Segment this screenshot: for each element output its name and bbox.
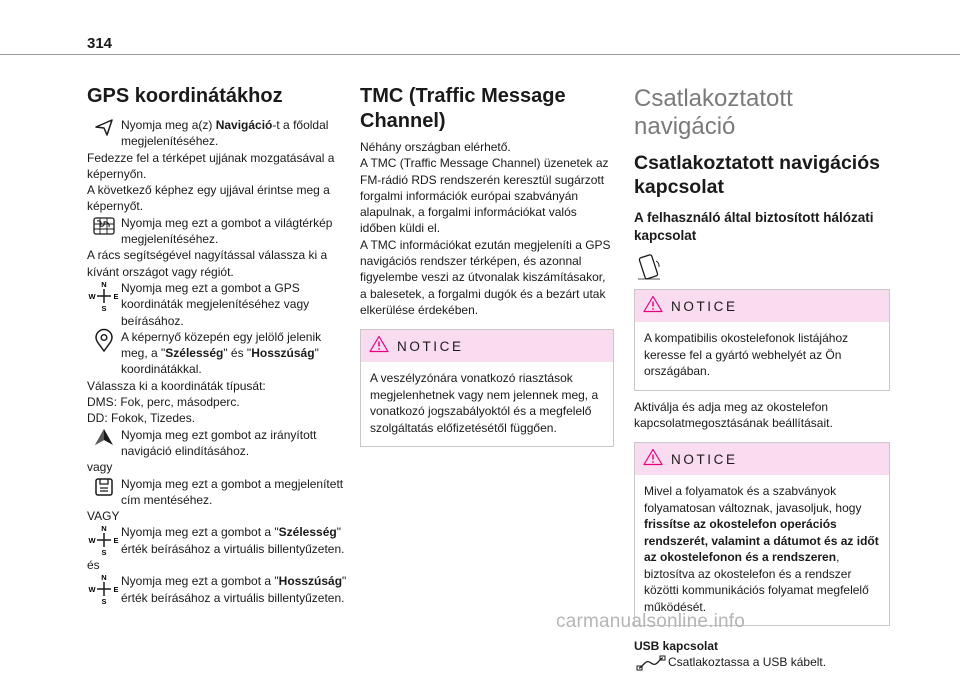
user-network-subheading: A felhasználó által biztosított hálózati kapcsolat (634, 210, 874, 243)
notice-title: NOTICE (397, 338, 464, 354)
coordinate-type-label: Válassza ki a koordináták típusát: (87, 378, 266, 393)
longitude-row (87, 573, 349, 606)
guidance-text: Nyomja meg ezt gombot az irányított navigáció elindításához. (121, 427, 317, 458)
compass-s-label: S (101, 303, 107, 313)
notice-header (635, 443, 889, 475)
guidance-arrow-icon (87, 427, 121, 459)
compass-n-label: N (101, 573, 107, 583)
compass-w-label: W (88, 536, 96, 546)
usb-text: Csatlakoztassa a USB kábelt. (668, 655, 827, 670)
guidance-row (87, 427, 349, 460)
compass-gps-icon (87, 280, 121, 312)
tmc-heading: TMC (Traffic Message Channel) (360, 85, 566, 132)
or-text-2: VAGY (87, 509, 120, 524)
notice-body: Mivel a folyamatok és a szabványok folyamatosan változnak, javasoljuk, hogy frissítse az okostelefon operációs rendszerét, valamint a dátumot és az időt az okostelefonon és a rendszeren, biztosítva az okostelefon és a rendszer közötti kommunikációs folyamat megfelelő működését. (644, 484, 879, 614)
tmc-notice-box (360, 329, 614, 447)
compass-n-label: N (101, 524, 107, 534)
tmc-description-text: A TMC (Traffic Message Channel) üzenetek az FM-rádió RDS rendszerén keresztül sugárzott forgalmi információk európai szabványán alapulnak, a forgalmi információkat valós időben küldi el. (360, 156, 609, 236)
compass-e-label: E (113, 536, 119, 546)
notice-title: NOTICE (671, 451, 738, 467)
smartphone-icon (634, 253, 890, 283)
update-os-notice (634, 442, 890, 626)
compass-s-label: S (101, 548, 107, 558)
page-number: 314 (87, 35, 113, 52)
longitude-text: Nyomja meg ezt a gombot a "Hosszúság" érték beírásához a virtuális billentyűzeten. (121, 574, 347, 605)
warning-triangle-icon (369, 335, 389, 358)
activate-sharing-text: Aktiválja és adja meg az okostelefon kapcsolatmegosztásának beállításait. (634, 399, 833, 430)
compatible-phones-notice (634, 289, 890, 391)
or-text-1: vagy (87, 460, 113, 475)
explore-map-text: Fedezze fel a térképet ujjának mozgatásával a képernyőn. (87, 150, 335, 181)
grid-zoom-text: A rács segítségével nagyítással válassza ki a kívánt országot vagy régiót. (87, 248, 328, 279)
and-text: és (87, 558, 100, 573)
usb-label: USB kapcsolat (634, 639, 719, 654)
notice-body: A kompatibilis okostelefonok listájához keresse fel a gyártó webhelyét az Ön országában. (644, 331, 849, 378)
compass-w-label: W (88, 291, 96, 301)
watermark: carmanualsonline.info (556, 611, 746, 632)
compass-e-label: E (113, 291, 119, 301)
location-pin-icon (87, 329, 121, 361)
notice-header (361, 330, 613, 362)
dd-text: DD: Fokok, Tizedes. (87, 411, 196, 426)
column-gps-coordinates (87, 82, 349, 606)
usb-row (634, 654, 890, 676)
navigation-text: Nyomja meg a(z) Navigáció-t a főoldal megjelenítéséhez. (121, 118, 329, 149)
tmc-usage-text: A TMC információkat ezután megjeleníti a GPS navigációs rendszer térképen, és azonnal figyelembe veszi az útvonalak kiszámításakor, a balesetek, a forgalmi dugók és a bezárt utak elkerülése érdekében. (360, 237, 611, 317)
marker-row (87, 329, 349, 378)
latitude-text: Nyomja meg ezt a gombot a "Szélesség" érték beírásához a virtuális billentyűzeten. (121, 525, 345, 556)
latitude-row (87, 524, 349, 557)
notice-header (635, 290, 889, 322)
save-row (87, 476, 349, 509)
world-map-icon (87, 215, 121, 247)
section-title: Csatlakoztatott navigáció (634, 85, 793, 140)
compass-e-label: E (113, 585, 119, 595)
next-image-text: A következő képhez egy ujjával érintse meg a képernyőt. (87, 183, 330, 214)
save-text: Nyomja meg ezt a gombot a megjelenített cím mentéséhez. (121, 476, 344, 507)
compass-s-label: S (101, 597, 107, 607)
navigation-row (87, 117, 349, 150)
dms-text: DMS: Fok, perc, másodperc. (87, 395, 240, 410)
gps-heading: GPS koordinátákhoz (87, 85, 283, 107)
compass-w-label: W (88, 585, 96, 595)
marker-text: A képernyő közepén egy jelölő jelenik meg, a "Szélesség" és "Hosszúság" koordinátákkal. (121, 329, 322, 377)
world-map-row (87, 215, 349, 248)
notice-body: A veszélyzónára vonatkozó riasztások megjelenhetnek vagy nem jelennek meg, a vonatkozó jogszabályoktól és a megfelelő szolgáltatás előfizetésétől függően. (370, 371, 599, 435)
warning-triangle-icon (643, 295, 663, 318)
gps-coordinates-row (87, 280, 349, 329)
world-map-text: Nyomja meg ezt a gombot a világtérkép megjelenítéséhez. (121, 215, 333, 247)
compass-longitude-icon (87, 573, 121, 605)
column-connected-navigation (634, 82, 890, 676)
compass-latitude-icon (87, 524, 121, 556)
compass-n-label: N (101, 279, 107, 289)
gps-coordinates-text: Nyomja meg ezt a gombot a GPS koordináták megjelenítéséhez vagy beírásához. (121, 280, 310, 328)
header-divider (0, 54, 960, 55)
warning-triangle-icon (643, 448, 663, 471)
tmc-availability-text: Néhány országban elérhető. (360, 140, 511, 154)
navigation-arrow-icon (87, 117, 121, 149)
connected-heading: Csatlakoztatott navigációs kapcsolat (634, 152, 880, 198)
save-address-icon (87, 476, 121, 508)
column-tmc (360, 82, 614, 447)
notice-title: NOTICE (671, 298, 738, 314)
usb-cable-icon (634, 654, 668, 676)
